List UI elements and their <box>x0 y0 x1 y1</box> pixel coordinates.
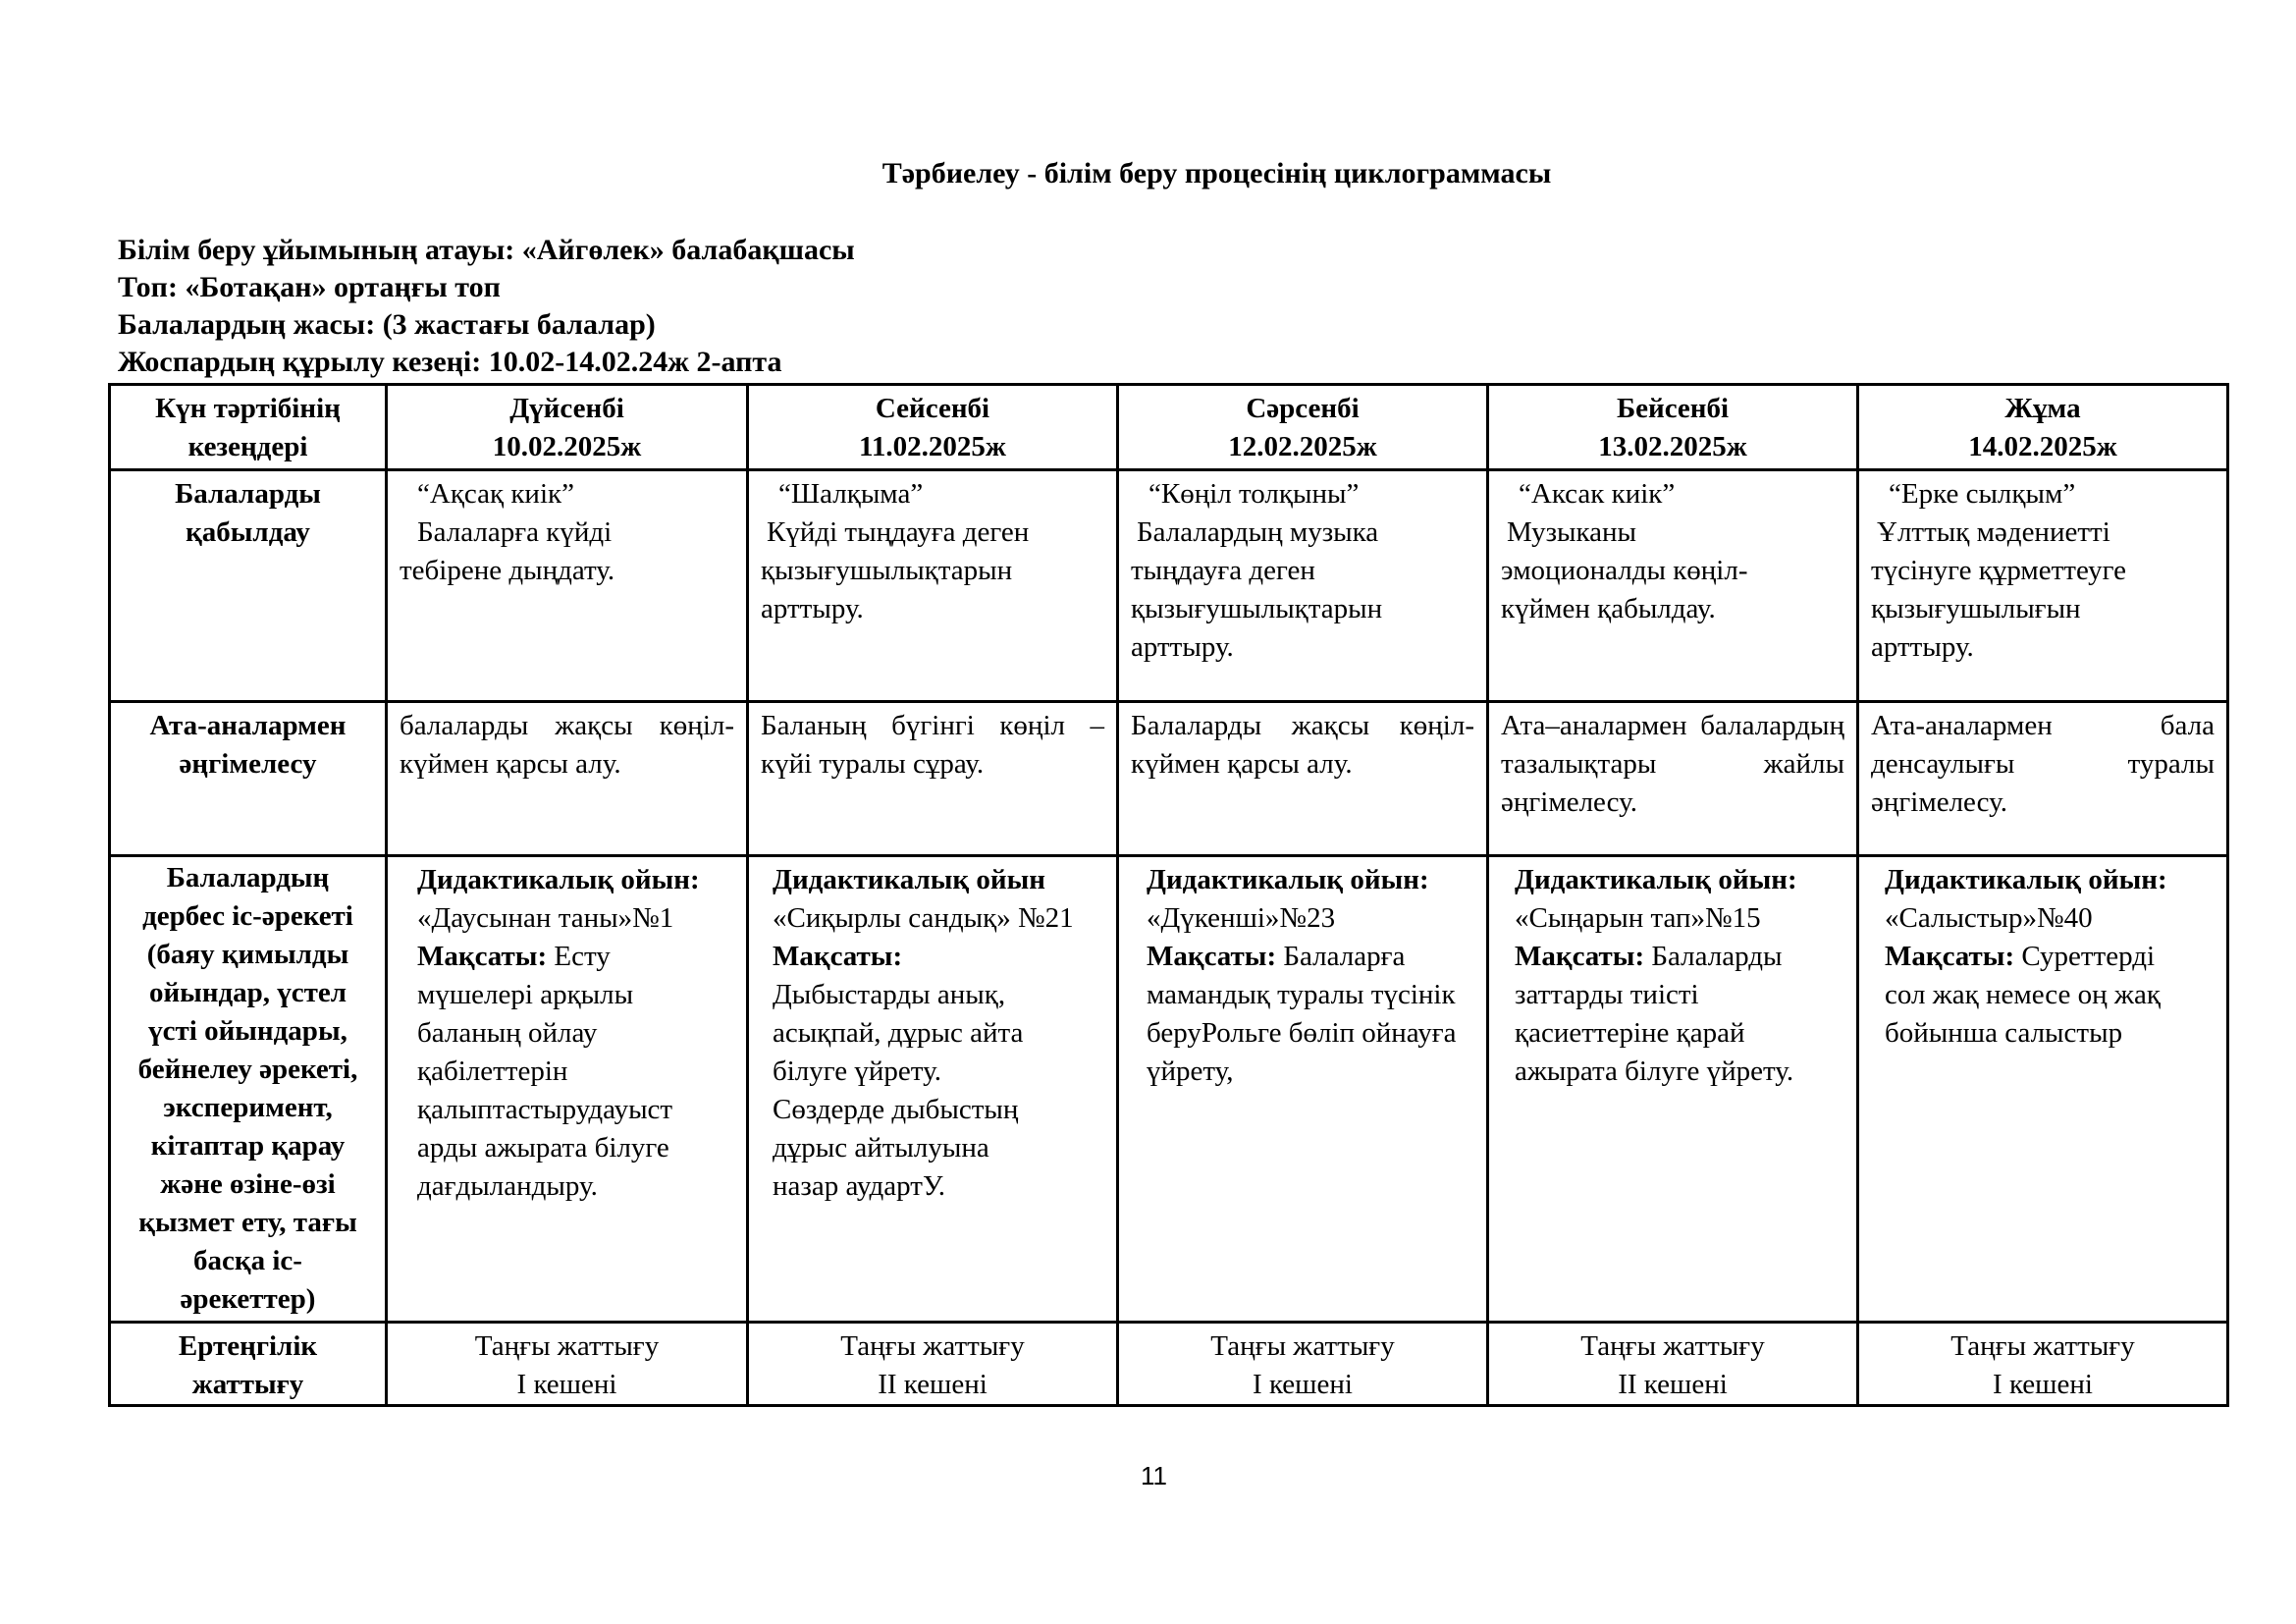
group-line: Топ: «Ботақан» ортаңғы топ <box>118 271 501 303</box>
reception-label: Балаларды қабылдау <box>110 470 387 702</box>
parents-cell: Ата-аналармен бала денсаулығы туралы әңгімелесу. <box>1858 702 2228 856</box>
header-day-wed: Сәрсенбі 12.02.2025ж <box>1118 385 1488 470</box>
reception-cell: “Аксак киік” Музыканы эмоционалды көңіл- күймен қабылдау. <box>1488 470 1858 702</box>
exercise-label: Ертеңгілік жаттығу <box>110 1323 387 1406</box>
page-title: Тәрбиелеу - білім беру процесінің циклограммасы <box>881 157 1552 189</box>
activity-cell: Дидактикалық ойын: «Салыстыр»№40 Мақсаты: Суреттерді сол жақ немесе оң жақ бойынша салыстыр <box>1858 856 2228 1323</box>
exercise-cell: Таңғы жаттығу І кешені <box>387 1323 748 1406</box>
age-line: Балалардың жасы: (3 жастағы балалар) <box>118 308 656 341</box>
exercise-cell: Таңғы жаттығу І кешені <box>1858 1323 2228 1406</box>
header-day-thu: Бейсенбі 13.02.2025ж <box>1488 385 1858 470</box>
exercise-cell: Таңғы жаттығу ІІ кешені <box>748 1323 1118 1406</box>
schedule-table <box>108 383 2229 1407</box>
exercise-cell: Таңғы жаттығу І кешені <box>1118 1323 1488 1406</box>
parents-cell: балаларды жақсы көңіл-күймен қарсы алу. <box>387 702 748 856</box>
activity-label: Балалардың дербес іс-әрекеті (баяу қимылды ойындар, үстел үсті ойындары, бейнелеу әрекеті, эксперимент, кітаптар қарау және өзіне-өзі қызмет ету, тағы басқа іс- әрекеттер) <box>110 856 387 1323</box>
parents-row <box>110 702 2228 856</box>
exercise-cell: Таңғы жаттығу ІІ кешені <box>1488 1323 1858 1406</box>
org-line: Білім беру ұйымының атауы: «Айгөлек» балабақшасы <box>118 234 855 266</box>
reception-cell: “Көңіл толқыны” Балалардың музыка тыңдауға деген қызығушылықтарын арттыру. <box>1118 470 1488 702</box>
exercise-row <box>110 1323 2228 1406</box>
parents-cell: Баланың бүгінгі көңіл – күйі туралы сұрау. <box>748 702 1118 856</box>
activity-cell: Дидактикалық ойын: «Дүкенші»№23 Мақсаты: Балаларға мамандық туралы түсінік беруРольге бөліп ойнауға үйрету, <box>1118 856 1488 1323</box>
activity-cell: Дидактикалық ойын «Сиқырлы сандық» №21 Мақсаты: Дыбыстарды анық, асықпай, дұрыс айта білуге үйрету. Сөздерде дыбыстың дұрыс айтылуына назар аудартУ. <box>748 856 1118 1323</box>
period-line: Жоспардың құрылу кезеңі: 10.02-14.02.24ж 2-апта <box>118 346 782 378</box>
reception-row <box>110 470 2228 702</box>
header-period: Күн тәртібінің кезеңдері <box>110 385 387 470</box>
reception-cell: “Ақсақ киік” Балаларға күйді тебірене дыңдату. <box>387 470 748 702</box>
activity-row <box>110 856 2228 1323</box>
reception-cell: “Ерке сылқым” Ұлттық мәдениетті түсінуге құрметтеуге қызығушылығын арттыру. <box>1858 470 2228 702</box>
header-row <box>110 385 2228 470</box>
page-number: 11 <box>1141 1461 1167 1490</box>
activity-cell: Дидактикалық ойын: «Сыңарын тап»№15 Мақсаты: Балаларды заттарды тиісті қасиеттеріне қарай ажырата білуге үйрету. <box>1488 856 1858 1323</box>
parents-cell: Ата–аналармен балалардың тазалықтары жайлы әңгімелесу. <box>1488 702 1858 856</box>
header-day-fri: Жұма 14.02.2025ж <box>1858 385 2228 470</box>
header-day-tue: Сейсенбі 11.02.2025ж <box>748 385 1118 470</box>
document-meta <box>118 232 855 381</box>
activity-cell: Дидактикалық ойын: «Даусынан таны»№1 Мақсаты: Есту мүшелері арқылы баланың ойлау қабілеттерін қалыптастырудауыст арды ажырата білуге дағдыландыру. <box>387 856 748 1323</box>
header-day-mon: Дүйсенбі 10.02.2025ж <box>387 385 748 470</box>
parents-cell: Балаларды жақсы көңіл-күймен қарсы алу. <box>1118 702 1488 856</box>
reception-cell: “Шалқыма” Күйді тыңдауға деген қызығушылықтарын арттыру. <box>748 470 1118 702</box>
parents-label: Ата-аналармен әңгімелесу <box>110 702 387 856</box>
